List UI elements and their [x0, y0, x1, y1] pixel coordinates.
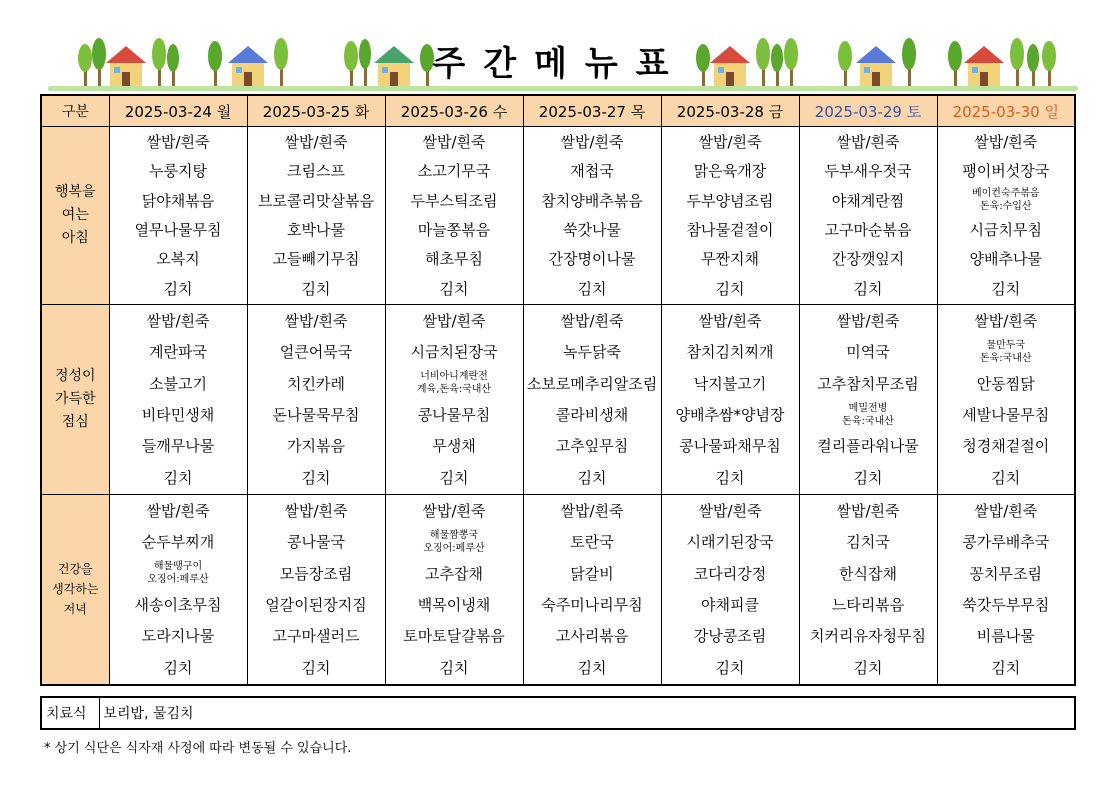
- menu-item: 간장명이나물: [548, 250, 636, 269]
- header-day-sun: 2025-03-30 일: [937, 95, 1075, 127]
- menu-item: 소보로메추리알조림: [526, 374, 658, 393]
- header-day-thu: 2025-03-27 목: [523, 95, 661, 127]
- menu-item: 낙지불고기: [693, 374, 767, 393]
- menu-item: 치킨카레: [287, 374, 345, 393]
- menu-item: 쌀밥/흰죽: [422, 312, 486, 331]
- menu-item: 김치: [439, 279, 469, 298]
- menu-item: 얼갈이된장지짐: [265, 596, 367, 615]
- menu-item: 김치: [163, 468, 193, 487]
- page-title: 주간메뉴표: [432, 44, 687, 84]
- menu-item: 쌀밥/흰죽: [836, 133, 900, 152]
- menu-item: 쑥갓나물: [563, 221, 621, 240]
- meal-label-line: 생각하는: [52, 582, 99, 597]
- menu-item: 비타민생채: [141, 406, 215, 425]
- menu-item: 도라지나물: [141, 627, 215, 646]
- menu-item: 양배추나물: [969, 250, 1042, 269]
- menu-cell: [799, 495, 937, 685]
- menu-item: 고추잎무침: [555, 437, 629, 456]
- menu-item: 닭야채볶음: [141, 191, 215, 210]
- menu-item: [938, 336, 1075, 367]
- menu-item: 청경채겉절이: [962, 437, 1050, 456]
- menu-item: 브로콜리맛살볶음: [258, 191, 374, 210]
- menu-item: 참나물겉절이: [686, 221, 774, 240]
- menu-item: 두부새우젓국: [824, 162, 912, 181]
- menu-item: 열무나물무침: [134, 221, 222, 240]
- meal-row-breakfast: [41, 127, 1075, 305]
- menu-item: [386, 526, 523, 557]
- menu-item-line: 메밀전병: [848, 402, 888, 414]
- meal-label-lunch: [41, 305, 109, 495]
- menu-item: 숙주미나리무침: [541, 596, 643, 615]
- menu-item: 고구마순볶음: [824, 221, 912, 240]
- menu-item: 비름나물: [976, 627, 1035, 646]
- menu-item: 느타리볶음: [831, 596, 905, 615]
- menu-item: 간장깻잎지: [831, 250, 905, 269]
- menu-item: 닭갈비: [570, 564, 614, 583]
- menu-item: 시금치무침: [969, 221, 1042, 240]
- menu-item: 토란국: [570, 533, 614, 552]
- menu-item: 김치: [715, 658, 745, 677]
- menu-item: 콩나물국: [287, 533, 345, 552]
- meal-row-lunch: [41, 305, 1075, 495]
- menu-item: 김치: [163, 279, 193, 298]
- menu-item-line: 오징어:페루산: [147, 574, 209, 586]
- menu-item-line: 계육,돈육:국내산: [416, 384, 492, 396]
- menu-item: 쌀밥/흰죽: [836, 312, 900, 331]
- menu-item: 김치: [991, 658, 1021, 677]
- meal-label-line: 행복을: [54, 184, 96, 200]
- menu-item: 고추잡채: [425, 564, 483, 583]
- meal-label-line: 점심: [61, 414, 89, 430]
- menu-item: 고사리볶음: [555, 627, 629, 646]
- menu-item: 쌀밥/흰죽: [974, 502, 1038, 521]
- menu-cell: [661, 127, 799, 305]
- menu-cell: [247, 127, 385, 305]
- menu-item-line: 베이컨숙주볶음: [971, 188, 1040, 200]
- header-day-tue: 2025-03-25 화: [247, 95, 385, 127]
- menu-item: 김치: [439, 658, 469, 677]
- menu-item: [386, 368, 523, 399]
- menu-item: 콩나물무침: [417, 406, 491, 425]
- meal-label-line: 정성이: [54, 368, 96, 384]
- menu-item: 김치: [853, 468, 883, 487]
- menu-item: 오복지: [156, 250, 200, 269]
- menu-item: 쌀밥/흰죽: [146, 502, 210, 521]
- menu-item: 강낭콩조림: [693, 627, 767, 646]
- header-day-fri: 2025-03-28 금: [661, 95, 799, 127]
- menu-item: 쌀밥/흰죽: [698, 312, 762, 331]
- menu-item: [938, 186, 1075, 215]
- menu-item: 가지볶음: [287, 437, 345, 456]
- menu-item: 쌀밥/흰죽: [698, 502, 762, 521]
- menu-item: 소고기무국: [417, 162, 491, 181]
- menu-item: 김치: [301, 658, 331, 677]
- menu-item: [800, 399, 937, 430]
- meal-label-line: 건강을: [57, 562, 93, 577]
- menu-item: 팽이버섯장국: [962, 162, 1050, 181]
- menu-item: 시래기된장국: [686, 533, 774, 552]
- menu-item: 김치: [577, 658, 607, 677]
- menu-item: 쌀밥/흰죽: [560, 312, 624, 331]
- menu-item: [110, 558, 247, 589]
- menu-item-line: 돈육:국내산: [842, 415, 894, 427]
- menu-item: 참치김치찌개: [686, 343, 774, 362]
- menu-item: 소불고기: [149, 374, 207, 393]
- menu-item: 김치국: [846, 533, 890, 552]
- menu-item: 새송이초무침: [134, 596, 222, 615]
- menu-item: 시금치된장국: [410, 343, 498, 362]
- menu-cell: [385, 127, 523, 305]
- menu-item: 두부양념조림: [686, 191, 774, 210]
- menu-item: 콩나물파채무침: [679, 437, 781, 456]
- menu-item: 계란파국: [149, 343, 207, 362]
- header-day-mon: 2025-03-24 월: [109, 95, 247, 127]
- menu-item: 무짠지채: [701, 250, 759, 269]
- diet-value: 보리밥, 물김치: [99, 697, 1075, 729]
- menu-item: 김치: [439, 468, 469, 487]
- menu-cell: [661, 305, 799, 495]
- menu-item: 콩가루배추국: [962, 533, 1050, 552]
- menu-item: 재첩국: [570, 162, 614, 181]
- menu-item: 김치: [853, 279, 883, 298]
- menu-item: 쌀밥/흰죽: [974, 312, 1038, 331]
- menu-cell: [109, 495, 247, 685]
- menu-item: 코다리강정: [693, 564, 767, 583]
- menu-item: 쌀밥/흰죽: [560, 502, 624, 521]
- menu-item: 쌀밥/흰죽: [146, 312, 210, 331]
- footnote: * 상기 식단은 식자재 사정에 따라 변동될 수 있습니다.: [44, 741, 352, 756]
- meal-label-line: 가득한: [54, 391, 96, 407]
- menu-cell: [523, 127, 661, 305]
- menu-item: 순두부찌개: [141, 533, 215, 552]
- menu-item: 돈나물묵무침: [272, 406, 360, 425]
- menu-item: 크림스프: [287, 162, 345, 181]
- menu-item: 쌀밥/흰죽: [698, 133, 762, 152]
- menu-item: 쑥갓두부무침: [962, 596, 1050, 615]
- meal-label-breakfast: [41, 127, 109, 305]
- menu-item: 고구마샐러드: [272, 627, 360, 646]
- diet-label: 치료식: [41, 697, 99, 729]
- menu-item: 김치: [163, 658, 193, 677]
- menu-item: 쌀밥/흰죽: [422, 502, 486, 521]
- header-day-wed: 2025-03-26 수: [385, 95, 523, 127]
- therapeutic-diet-row: [40, 696, 1076, 730]
- menu-item: 쌀밥/흰죽: [146, 133, 210, 152]
- menu-item: 모듬장조림: [279, 564, 353, 583]
- menu-item: 콜라비생채: [555, 406, 629, 425]
- menu-item: 치커리유자청무침: [810, 627, 926, 646]
- menu-cell: [109, 305, 247, 495]
- menu-item: 참치양배추볶음: [541, 191, 643, 210]
- menu-item-line: 돈육:수입산: [979, 201, 1032, 213]
- menu-item: 해초무침: [425, 250, 483, 269]
- menu-item: 무생채: [432, 437, 476, 456]
- menu-item: 김치: [577, 468, 607, 487]
- menu-item: 마늘쫑볶음: [417, 221, 491, 240]
- menu-item: 누룽지탕: [149, 162, 207, 181]
- header-row: [41, 95, 1075, 127]
- menu-item: 맑은육개장: [693, 162, 767, 181]
- menu-cell: [523, 495, 661, 685]
- menu-cell: [385, 495, 523, 685]
- meal-label-line: 저녁: [63, 602, 87, 617]
- menu-item: 얼큰어묵국: [279, 343, 353, 362]
- menu-item: 고추참치무조림: [817, 374, 919, 393]
- menu-item: 두부스틱조림: [410, 191, 498, 210]
- menu-item: 들깨무나물: [141, 437, 215, 456]
- menu-item: 고들빼기무침: [272, 250, 360, 269]
- menu-cell: [523, 305, 661, 495]
- header-gubun: 구분: [41, 95, 109, 127]
- meal-label-dinner: [41, 495, 109, 685]
- menu-cell: [109, 127, 247, 305]
- menu-cell: [799, 305, 937, 495]
- menu-cell: [247, 305, 385, 495]
- menu-item: 쌀밥/흰죽: [560, 133, 624, 152]
- menu-item: 쌀밥/흰죽: [974, 133, 1038, 152]
- menu-item: 김치: [301, 279, 331, 298]
- menu-item: 한식잡채: [839, 564, 897, 583]
- menu-item: 꽁치무조림: [969, 564, 1042, 583]
- menu-item: 세발나물무침: [962, 406, 1050, 425]
- menu-item: 컬리플라워나물: [817, 437, 919, 456]
- menu-item-line: 너비아니계란전: [420, 371, 488, 383]
- menu-cell: [799, 127, 937, 305]
- menu-item: 쌀밥/흰죽: [284, 133, 348, 152]
- menu-item: 호박나물: [287, 221, 345, 240]
- menu-item: 김치: [853, 658, 883, 677]
- menu-cell: [937, 305, 1075, 495]
- menu-cell: [937, 127, 1075, 305]
- meal-label-line: 아침: [61, 230, 89, 246]
- menu-item-line: 물만두국: [986, 339, 1026, 351]
- menu-item-line: 해물짬뽕국: [429, 529, 479, 541]
- menu-item: 김치: [301, 468, 331, 487]
- meal-row-dinner: [41, 495, 1075, 685]
- menu-item: 김치: [991, 279, 1021, 298]
- meal-label-line: 여는: [61, 207, 89, 223]
- menu-item: 토마토달걀볶음: [403, 627, 505, 646]
- menu-item: 녹두닭죽: [563, 343, 621, 362]
- menu-item: 쌀밥/흰죽: [422, 133, 486, 152]
- menu-cell: [937, 495, 1075, 685]
- menu-item: 김치: [577, 279, 607, 298]
- menu-item: 김치: [991, 468, 1021, 487]
- menu-item: 쌀밥/흰죽: [284, 502, 348, 521]
- menu-item-line: 돈육:국내산: [979, 352, 1032, 364]
- weekly-menu-table: [40, 94, 1076, 686]
- menu-item: 미역국: [846, 343, 890, 362]
- menu-item: 야채계란찜: [831, 191, 905, 210]
- menu-item: 김치: [715, 279, 745, 298]
- menu-item-line: 해물땡구이: [153, 561, 203, 573]
- menu-item: 쌀밥/흰죽: [836, 502, 900, 521]
- menu-cell: [385, 305, 523, 495]
- menu-item: 쌀밥/흰죽: [284, 312, 348, 331]
- menu-item: 야채피클: [701, 596, 759, 615]
- menu-cell: [661, 495, 799, 685]
- header-day-sat: 2025-03-29 토: [799, 95, 937, 127]
- menu-cell: [247, 495, 385, 685]
- menu-item: 백목이냉채: [417, 596, 491, 615]
- menu-item: 김치: [715, 468, 745, 487]
- menu-item: 양배추쌈*양념장: [675, 406, 785, 425]
- menu-item: 안동찜닭: [976, 374, 1035, 393]
- menu-item-line: 오징어:페루산: [423, 542, 485, 554]
